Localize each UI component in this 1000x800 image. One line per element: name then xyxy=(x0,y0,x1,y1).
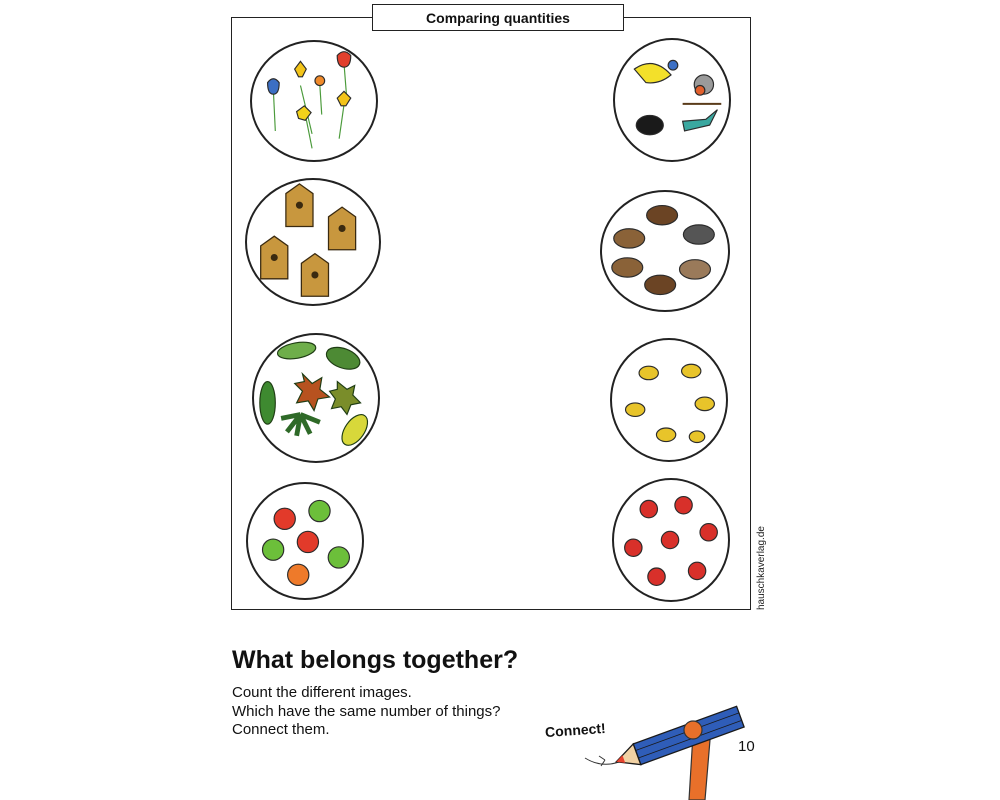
instruction-line: Connect them. xyxy=(232,721,330,738)
leaf-icon xyxy=(254,335,378,461)
instructions xyxy=(232,684,500,740)
bird-icon xyxy=(615,40,729,160)
circle-hedgehogs[interactable] xyxy=(600,190,730,312)
page-number: 10 xyxy=(738,738,755,755)
ladybug-icon xyxy=(614,480,728,600)
bee-icon xyxy=(612,340,726,460)
worksheet-title: Comparing quantities xyxy=(372,4,624,31)
circle-apples[interactable] xyxy=(246,482,364,600)
apple-icon xyxy=(248,484,362,598)
circle-birdhouses[interactable] xyxy=(245,178,381,306)
instruction-line: Count the different images. xyxy=(232,684,412,701)
circle-leaves[interactable] xyxy=(252,333,380,463)
connect-label: Connect! xyxy=(544,719,607,741)
circle-bees[interactable] xyxy=(610,338,728,462)
circle-ladybugs[interactable] xyxy=(612,478,730,602)
hedgehog-icon xyxy=(602,192,728,310)
birdhouse-icon xyxy=(247,180,379,304)
circle-flowers[interactable] xyxy=(250,40,378,162)
flower-icon xyxy=(252,42,376,160)
instruction-line: Which have the same number of things? xyxy=(232,702,501,720)
publisher-credit: hauschkaverlag.de xyxy=(756,526,767,610)
pencil-hand-icon xyxy=(575,690,765,800)
circle-birds[interactable] xyxy=(613,38,731,162)
page-heading: What belongs together? xyxy=(232,646,519,674)
